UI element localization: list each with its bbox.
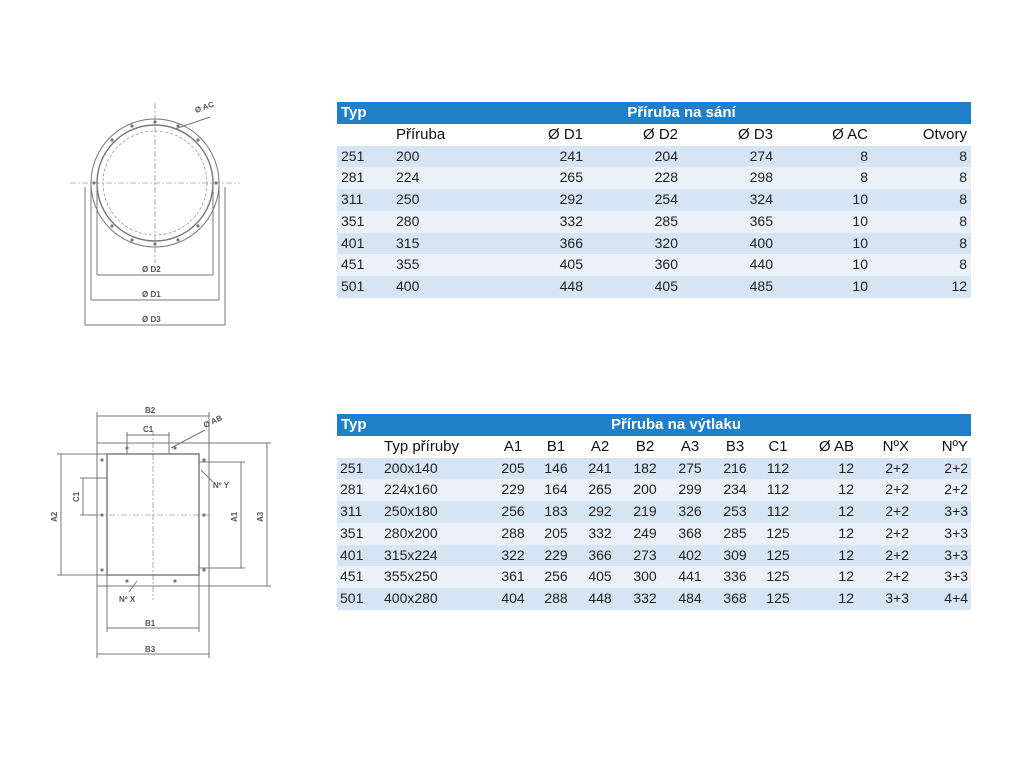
table-cell: 298 xyxy=(682,167,777,189)
table-cell: 3+3 xyxy=(857,588,912,610)
c1-top-dimension-label: C1 xyxy=(143,425,154,434)
column-header-row xyxy=(337,436,971,458)
table-cell: 280x200 xyxy=(381,523,491,545)
table-cell: 288 xyxy=(535,588,577,610)
table-cell: 249 xyxy=(623,523,667,545)
table-cell: 12 xyxy=(799,523,857,545)
type-cell: 451 xyxy=(337,566,381,588)
table-cell: 200x140 xyxy=(381,458,491,480)
table-cell: 12 xyxy=(799,545,857,567)
table-cell: 12 xyxy=(872,276,971,298)
table-cell: 440 xyxy=(682,254,777,276)
table-cell: 256 xyxy=(535,566,577,588)
type-cell: 311 xyxy=(337,189,392,211)
table-cell: 273 xyxy=(623,545,667,567)
nx-label: Nº X xyxy=(119,595,136,604)
table-cell: 112 xyxy=(757,458,799,480)
table-cell: 265 xyxy=(492,167,587,189)
table-cell: 125 xyxy=(757,545,799,567)
table-row xyxy=(337,167,971,189)
typ-header: Typ xyxy=(337,102,392,124)
type-cell: 501 xyxy=(337,588,381,610)
table-cell: 2+2 xyxy=(912,458,971,480)
table-cell: 8 xyxy=(872,146,971,168)
type-cell: 311 xyxy=(337,501,381,523)
column-header: A2 xyxy=(577,436,623,458)
table-cell: 112 xyxy=(757,479,799,501)
suction-flange-table xyxy=(337,102,971,298)
table-cell: 241 xyxy=(492,146,587,168)
table-cell: 400 xyxy=(682,233,777,255)
table-cell: 285 xyxy=(587,211,682,233)
table-cell: 2+2 xyxy=(857,545,912,567)
column-header: B1 xyxy=(535,436,577,458)
column-header: A1 xyxy=(491,436,535,458)
table-cell: 405 xyxy=(577,566,623,588)
type-cell: 451 xyxy=(337,254,392,276)
c1-side-dimension-label: C1 xyxy=(72,491,81,502)
table-row xyxy=(337,545,971,567)
table-cell: 256 xyxy=(491,501,535,523)
table-cell: 8 xyxy=(777,146,872,168)
table-cell: 336 xyxy=(713,566,757,588)
table-cell: 10 xyxy=(777,254,872,276)
column-header: Ø AB xyxy=(799,436,857,458)
table-cell: 288 xyxy=(491,523,535,545)
type-cell: 401 xyxy=(337,233,392,255)
table-title: Příruba na výtlaku xyxy=(381,414,971,436)
table-cell: 12 xyxy=(799,479,857,501)
table-cell: 4+4 xyxy=(912,588,971,610)
b2-dimension-label: B2 xyxy=(145,406,156,415)
table-cell: 250x180 xyxy=(381,501,491,523)
table-cell: 2+2 xyxy=(857,523,912,545)
table-cell: 300 xyxy=(623,566,667,588)
table-cell: 183 xyxy=(535,501,577,523)
ny-label: Nº Y xyxy=(213,481,230,490)
table-cell: 164 xyxy=(535,479,577,501)
table-cell: 12 xyxy=(799,501,857,523)
d3-dimension-label: Ø D3 xyxy=(142,315,161,324)
table-cell: 355 xyxy=(392,254,492,276)
table-cell: 234 xyxy=(713,479,757,501)
table-cell: 448 xyxy=(492,276,587,298)
column-header: B2 xyxy=(623,436,667,458)
table-cell: 265 xyxy=(577,479,623,501)
table-title-row xyxy=(337,414,971,436)
table-cell: 224x160 xyxy=(381,479,491,501)
table-row xyxy=(337,566,971,588)
a1-dimension-label: A1 xyxy=(230,511,239,522)
table-cell: 146 xyxy=(535,458,577,480)
column-header: Příruba xyxy=(392,124,492,146)
table-cell: 250 xyxy=(392,189,492,211)
table-row xyxy=(337,189,971,211)
table-cell: 219 xyxy=(623,501,667,523)
table-row xyxy=(337,211,971,233)
table-cell: 8 xyxy=(872,254,971,276)
table-cell: 8 xyxy=(872,211,971,233)
table-row xyxy=(337,523,971,545)
table-cell: 241 xyxy=(577,458,623,480)
table-row xyxy=(337,276,971,298)
b3-dimension-label: B3 xyxy=(145,645,156,654)
table-row xyxy=(337,254,971,276)
table-row xyxy=(337,588,971,610)
type-cell: 281 xyxy=(337,167,392,189)
rect-flange-drawing xyxy=(45,400,285,665)
type-cell: 501 xyxy=(337,276,392,298)
table-cell: 292 xyxy=(492,189,587,211)
table-cell: 228 xyxy=(587,167,682,189)
column-header: Ø D2 xyxy=(587,124,682,146)
table-cell: 309 xyxy=(713,545,757,567)
column-header: NºY xyxy=(912,436,971,458)
typ-header: Typ xyxy=(337,414,381,436)
table-cell: 253 xyxy=(713,501,757,523)
table-cell: 10 xyxy=(777,189,872,211)
table-cell: 3+3 xyxy=(912,566,971,588)
table-cell: 112 xyxy=(757,501,799,523)
table-cell: 205 xyxy=(535,523,577,545)
column-header: B3 xyxy=(713,436,757,458)
column-header: Typ příruby xyxy=(381,436,491,458)
table-cell: 405 xyxy=(492,254,587,276)
d2-dimension-label: Ø D2 xyxy=(142,265,161,274)
column-header: Ø AC xyxy=(777,124,872,146)
table-cell: 315 xyxy=(392,233,492,255)
table-cell: 441 xyxy=(667,566,713,588)
table-cell: 216 xyxy=(713,458,757,480)
table-cell: 254 xyxy=(587,189,682,211)
table-title: Příruba na sání xyxy=(392,102,971,124)
table-cell: 320 xyxy=(587,233,682,255)
table-cell: 3+3 xyxy=(912,523,971,545)
table-cell: 2+2 xyxy=(857,501,912,523)
table-cell: 125 xyxy=(757,588,799,610)
table-cell: 322 xyxy=(491,545,535,567)
table-cell: 10 xyxy=(777,276,872,298)
table-cell: 280 xyxy=(392,211,492,233)
table-cell: 3+3 xyxy=(912,545,971,567)
type-cell: 251 xyxy=(337,146,392,168)
table-cell: 229 xyxy=(535,545,577,567)
column-header-row xyxy=(337,124,971,146)
type-cell: 351 xyxy=(337,523,381,545)
table-cell: 8 xyxy=(872,167,971,189)
table-cell: 12 xyxy=(799,588,857,610)
table-cell: 292 xyxy=(577,501,623,523)
table-cell: 10 xyxy=(777,211,872,233)
table-cell: 485 xyxy=(682,276,777,298)
table-cell: 355x250 xyxy=(381,566,491,588)
table-cell: 12 xyxy=(799,458,857,480)
table-cell: 229 xyxy=(491,479,535,501)
table-cell: 224 xyxy=(392,167,492,189)
table-cell: 10 xyxy=(777,233,872,255)
table-cell: 324 xyxy=(682,189,777,211)
table-cell: 8 xyxy=(777,167,872,189)
table-cell: 366 xyxy=(577,545,623,567)
table-cell: 365 xyxy=(682,211,777,233)
table-cell: 368 xyxy=(713,588,757,610)
table-row xyxy=(337,479,971,501)
b1-dimension-label: B1 xyxy=(145,619,156,628)
table-cell: 405 xyxy=(587,276,682,298)
table-cell: 315x224 xyxy=(381,545,491,567)
table-cell: 360 xyxy=(587,254,682,276)
column-header: Ø D1 xyxy=(492,124,587,146)
table-cell: 275 xyxy=(667,458,713,480)
table-cell: 404 xyxy=(491,588,535,610)
column-header: C1 xyxy=(757,436,799,458)
table-cell: 326 xyxy=(667,501,713,523)
table-row xyxy=(337,458,971,480)
a3-dimension-label: A3 xyxy=(256,511,265,522)
column-header: A3 xyxy=(667,436,713,458)
table-cell: 200 xyxy=(392,146,492,168)
table-cell: 125 xyxy=(757,523,799,545)
table-cell: 332 xyxy=(577,523,623,545)
table-cell: 3+3 xyxy=(912,501,971,523)
table-cell: 332 xyxy=(492,211,587,233)
table-cell: 400 xyxy=(392,276,492,298)
column-header: Otvory xyxy=(872,124,971,146)
table-cell: 8 xyxy=(872,189,971,211)
table-cell: 299 xyxy=(667,479,713,501)
table-cell: 200 xyxy=(623,479,667,501)
table-row xyxy=(337,501,971,523)
type-cell: 251 xyxy=(337,458,381,480)
ab-dimension-label: Ø AB xyxy=(202,413,224,430)
table-cell: 205 xyxy=(491,458,535,480)
table-cell: 402 xyxy=(667,545,713,567)
column-header: NºX xyxy=(857,436,912,458)
table-cell: 2+2 xyxy=(912,479,971,501)
type-cell: 351 xyxy=(337,211,392,233)
table-title-row xyxy=(337,102,971,124)
table-row xyxy=(337,146,971,168)
table-cell: 366 xyxy=(492,233,587,255)
table-cell: 204 xyxy=(587,146,682,168)
ac-dimension-label: Ø AC xyxy=(193,99,216,115)
table-cell: 484 xyxy=(667,588,713,610)
table-cell: 12 xyxy=(799,566,857,588)
table-row xyxy=(337,233,971,255)
d1-dimension-label: Ø D1 xyxy=(142,290,161,299)
table-cell: 361 xyxy=(491,566,535,588)
table-cell: 400x280 xyxy=(381,588,491,610)
discharge-flange-table xyxy=(337,414,971,610)
type-cell: 401 xyxy=(337,545,381,567)
column-header: Ø D3 xyxy=(682,124,777,146)
table-cell: 274 xyxy=(682,146,777,168)
table-cell: 448 xyxy=(577,588,623,610)
table-cell: 125 xyxy=(757,566,799,588)
type-cell: 281 xyxy=(337,479,381,501)
table-cell: 332 xyxy=(623,588,667,610)
table-cell: 2+2 xyxy=(857,479,912,501)
table-cell: 368 xyxy=(667,523,713,545)
table-cell: 182 xyxy=(623,458,667,480)
table-cell: 8 xyxy=(872,233,971,255)
table-cell: 2+2 xyxy=(857,566,912,588)
a2-dimension-label: A2 xyxy=(50,511,59,522)
table-cell: 285 xyxy=(713,523,757,545)
round-flange-drawing xyxy=(60,95,250,335)
table-cell: 2+2 xyxy=(857,458,912,480)
